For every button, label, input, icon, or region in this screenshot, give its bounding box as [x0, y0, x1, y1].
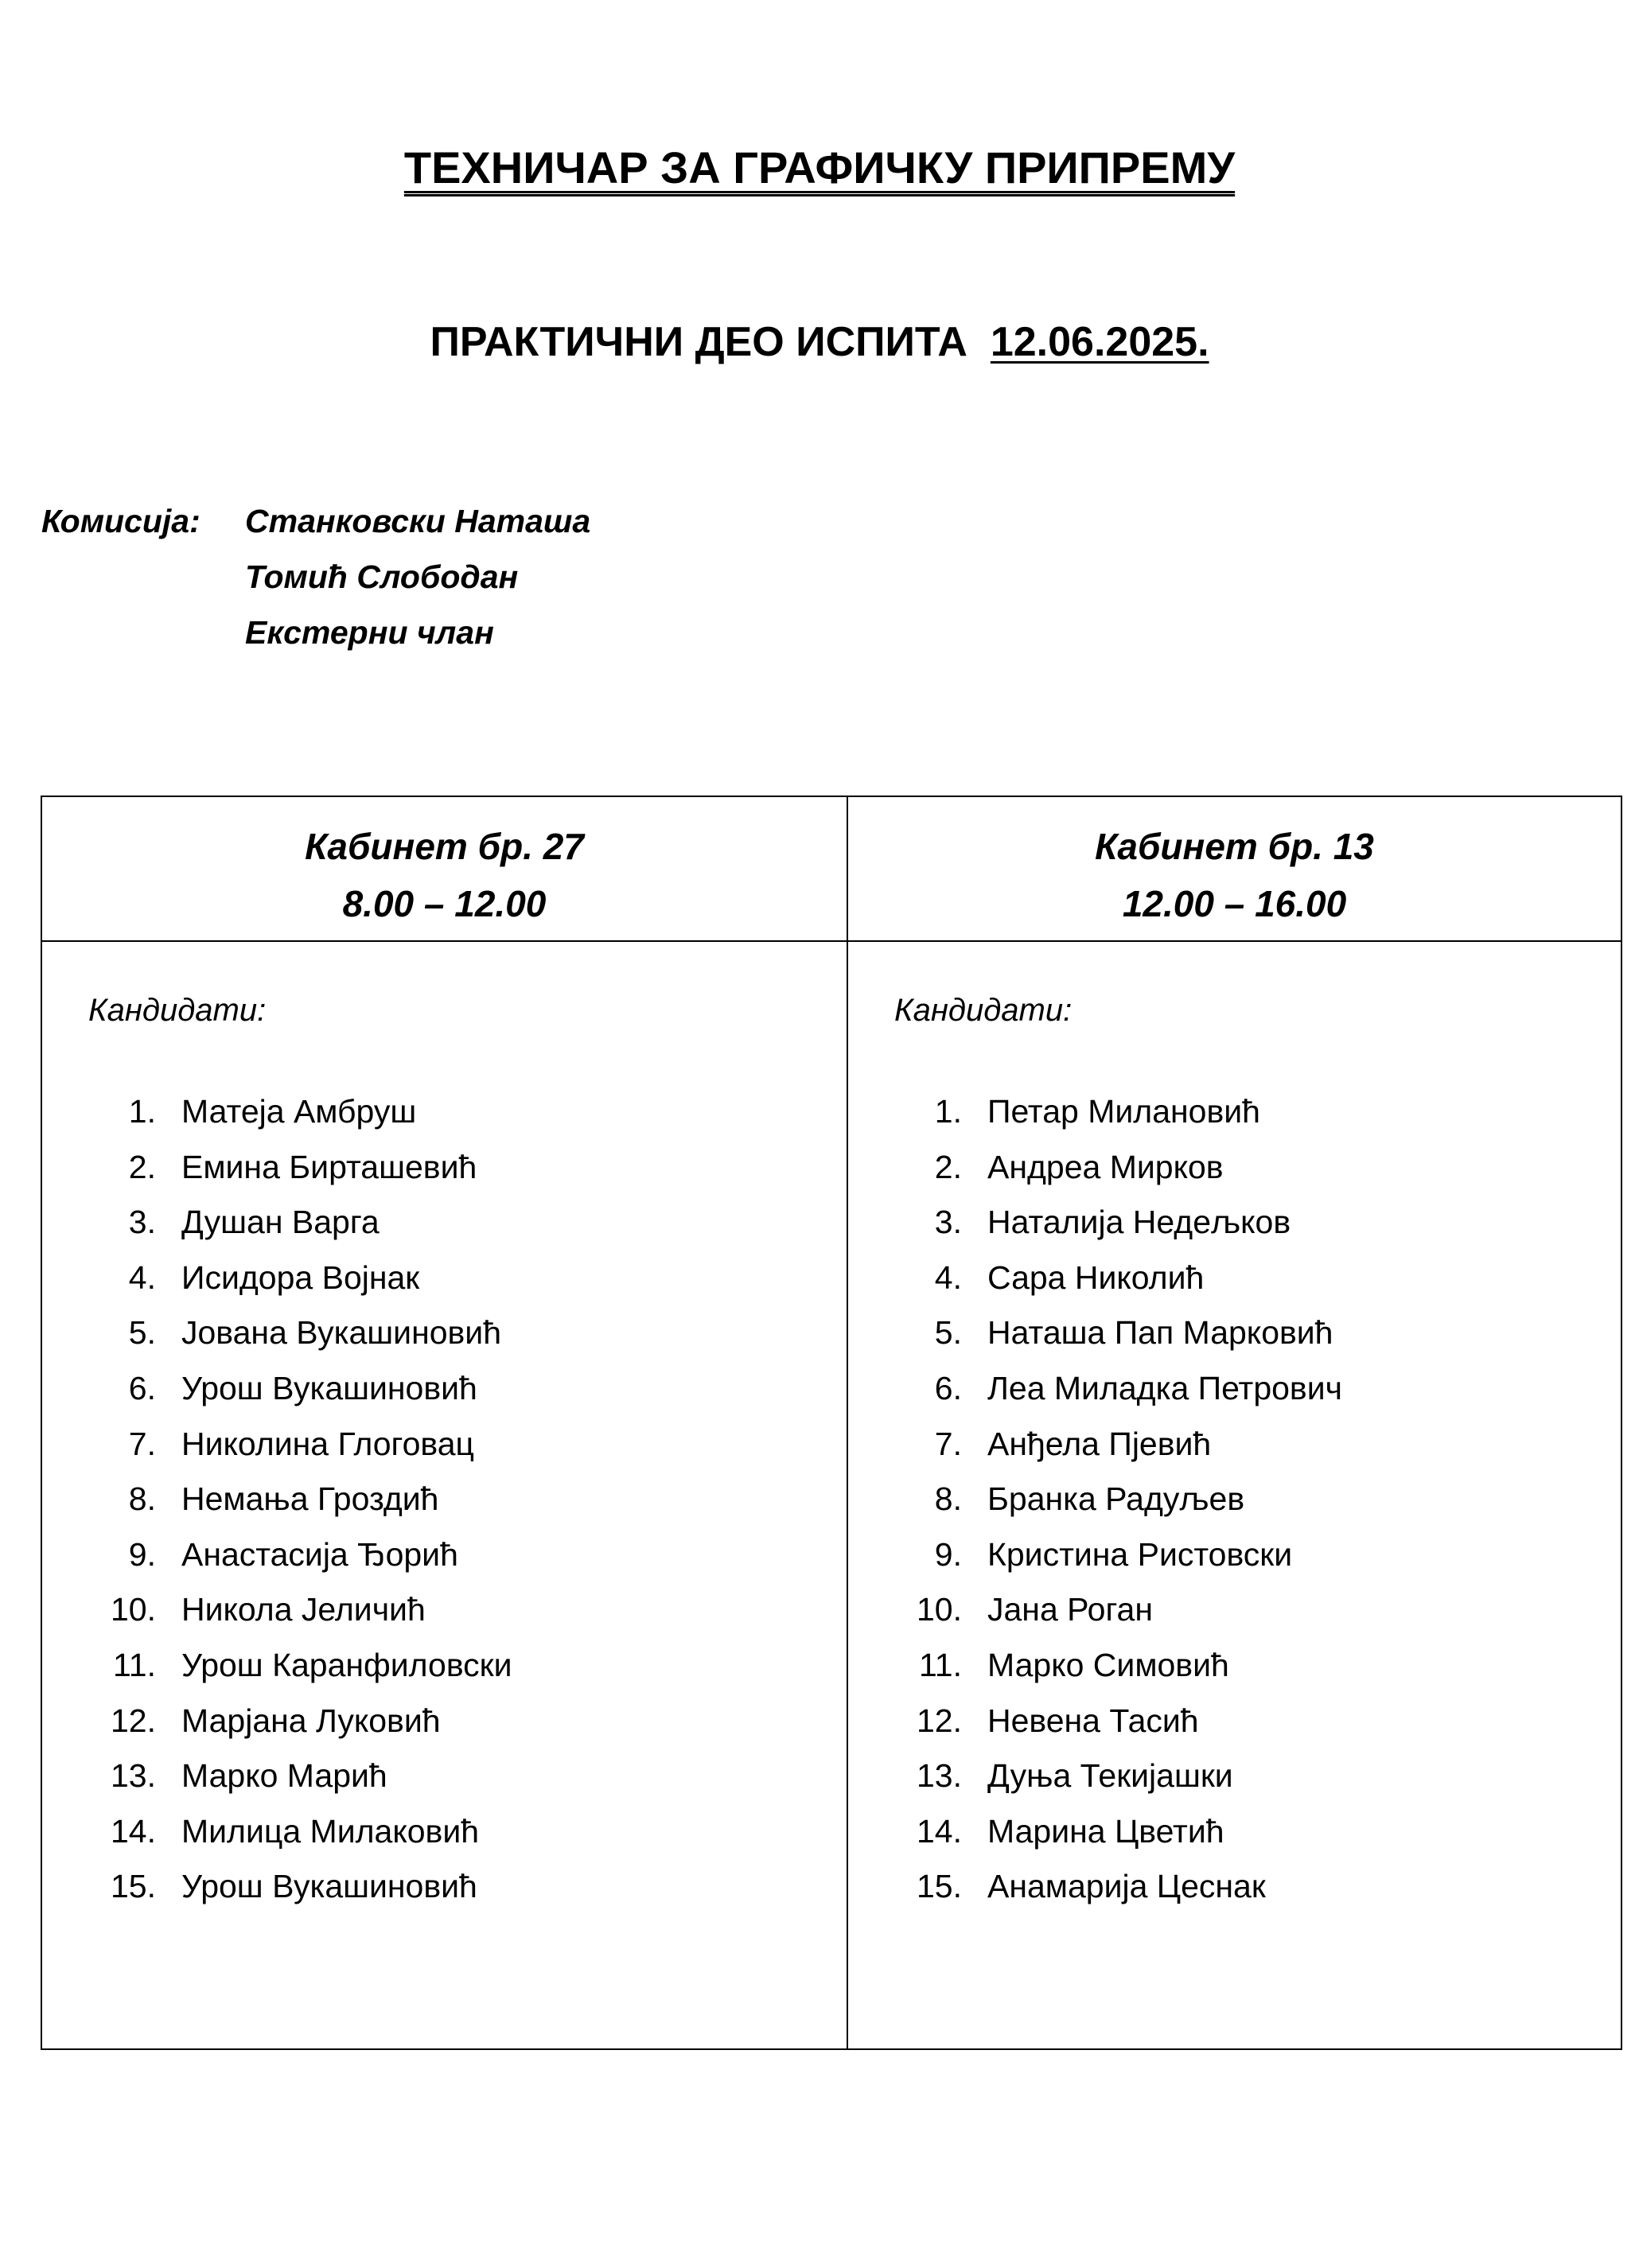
list-item: [848, 1859, 1621, 1915]
candidate-number: 1.: [128, 1093, 156, 1130]
candidates-list: [848, 1084, 1621, 1915]
list-item: [848, 1804, 1621, 1860]
candidate-number: 11.: [919, 1646, 962, 1683]
candidate-number: 15.: [917, 1868, 962, 1905]
candidate-name: Јана Роган: [987, 1591, 1153, 1628]
room-header: [41, 796, 847, 941]
candidate-number: 5.: [128, 1314, 156, 1352]
list-item: [848, 1140, 1621, 1196]
list-item: [42, 1859, 847, 1915]
candidate-number: 14.: [111, 1812, 156, 1850]
room-name: Кабинет бр. 27: [305, 826, 584, 867]
candidate-name: Наташа Пап Марковић: [987, 1314, 1333, 1352]
candidate-name: Анамарија Цеснак: [987, 1868, 1266, 1905]
exam-date: 12.06.2025.: [990, 319, 1209, 365]
candidate-name: Бранка Радуљев: [987, 1480, 1245, 1518]
room-header: [847, 796, 1621, 941]
schedule-header-row: [41, 796, 1621, 941]
room-name: Кабинет бр. 13: [1095, 826, 1374, 867]
candidate-name: Марина Цветић: [987, 1812, 1224, 1850]
list-item: [848, 1195, 1621, 1251]
candidate-number: 13.: [111, 1757, 156, 1795]
list-item: [42, 1582, 847, 1638]
list-item: [42, 1804, 847, 1860]
list-item: [848, 1638, 1621, 1694]
list-item: [848, 1361, 1621, 1417]
schedule-table: [41, 796, 1622, 2050]
candidate-number: 10.: [111, 1591, 156, 1628]
candidate-number: 9.: [934, 1535, 962, 1573]
candidate-name: Никола Јеличић: [181, 1591, 426, 1628]
candidate-name: Марко Марић: [181, 1757, 387, 1795]
commission-members: [245, 493, 590, 660]
list-item: [848, 1527, 1621, 1583]
candidate-number: 6.: [934, 1369, 962, 1406]
exam-name: ПРАКТИЧНИ ДЕО ИСПИТА: [430, 319, 967, 365]
candidate-name: Немања Гроздић: [181, 1480, 439, 1518]
candidate-name: Кристина Ристовски: [987, 1535, 1293, 1573]
candidate-name: Милица Милаковић: [181, 1812, 480, 1850]
candidate-number: 1.: [934, 1093, 962, 1130]
candidate-number: 5.: [934, 1314, 962, 1352]
candidate-number: 14.: [917, 1812, 962, 1850]
candidate-name: Леа Миладка Петрович: [987, 1369, 1342, 1406]
list-item: [42, 1084, 847, 1140]
candidate-name: Матеја Амбруш: [181, 1093, 417, 1130]
candidate-number: 15.: [111, 1868, 156, 1905]
candidate-name: Дуња Текијашки: [987, 1757, 1233, 1795]
candidate-number: 13.: [917, 1757, 962, 1795]
candidate-name: Марјана Луковић: [181, 1702, 441, 1739]
commission-label: Комисија:: [41, 503, 200, 539]
candidate-number: 10.: [917, 1591, 962, 1628]
candidate-name: Анђела Пјевић: [987, 1425, 1212, 1462]
list-item: [42, 1361, 847, 1417]
list-item: [42, 1472, 847, 1527]
candidate-number: 7.: [128, 1425, 156, 1462]
candidate-name: Невена Тасић: [987, 1702, 1199, 1739]
candidate-number: 8.: [128, 1480, 156, 1518]
list-item: [848, 1084, 1621, 1140]
list-item: [848, 1749, 1621, 1804]
list-item: [848, 1417, 1621, 1472]
candidate-number: 8.: [934, 1480, 962, 1518]
page-title: ТЕХНИЧАР ЗА ГРАФИЧКУ ПРИПРЕМУ: [403, 142, 1236, 193]
list-item: [848, 1305, 1621, 1361]
candidate-name: Андреа Мирков: [987, 1148, 1224, 1185]
list-item: [42, 1305, 847, 1361]
commission-member: Станковски Наташа: [245, 503, 591, 539]
list-item: [42, 1195, 847, 1251]
list-item: [42, 1417, 847, 1472]
room-time: 8.00 – 12.00: [342, 883, 547, 924]
commission-member: Томић Слободан: [245, 558, 519, 595]
candidates-list: [42, 1084, 847, 1915]
candidate-name: Сара Николић: [987, 1258, 1205, 1296]
list-item: [42, 1527, 847, 1583]
candidate-name: Урош Каранфиловски: [181, 1646, 512, 1683]
candidate-number: 2.: [934, 1148, 962, 1185]
candidate-name: Марко Симовић: [987, 1646, 1229, 1683]
candidate-name: Николина Глоговац: [181, 1425, 475, 1462]
candidate-number: 4.: [934, 1258, 962, 1296]
list-item: [848, 1472, 1621, 1527]
candidate-number: 2.: [128, 1148, 156, 1185]
candidate-name: Урош Вукашиновић: [181, 1369, 477, 1406]
candidate-number: 6.: [128, 1369, 156, 1406]
commission-member: Екстерни члан: [245, 614, 494, 651]
list-item: [848, 1694, 1621, 1749]
candidate-name: Емина Бирташевић: [181, 1148, 477, 1185]
candidate-number: 11.: [113, 1646, 156, 1683]
candidates-label: Кандидати:: [88, 993, 267, 1028]
list-item: [848, 1582, 1621, 1638]
candidate-name: Наталија Недељков: [987, 1204, 1291, 1241]
candidate-name: Анастасија Ђорић: [181, 1535, 458, 1573]
candidate-name: Петар Милановић: [987, 1093, 1260, 1130]
candidate-number: 12.: [111, 1702, 156, 1739]
exam-subtitle: [0, 318, 1639, 366]
list-item: [42, 1638, 847, 1694]
candidates-label: Кандидати:: [894, 993, 1073, 1028]
candidate-number: 12.: [917, 1702, 962, 1739]
list-item: [42, 1749, 847, 1804]
candidate-name: Урош Вукашиновић: [181, 1868, 477, 1905]
list-item: [848, 1251, 1621, 1306]
candidate-name: Душан Варга: [181, 1204, 380, 1241]
candidate-number: 3.: [934, 1204, 962, 1241]
candidate-number: 9.: [128, 1535, 156, 1573]
list-item: [42, 1140, 847, 1196]
candidate-number: 4.: [128, 1258, 156, 1296]
list-item: [42, 1251, 847, 1306]
list-item: [42, 1694, 847, 1749]
candidate-number: 3.: [128, 1204, 156, 1241]
candidate-number: 7.: [934, 1425, 962, 1462]
schedule-body-row: [41, 941, 1621, 2049]
candidate-name: Јована Вукашиновић: [181, 1314, 502, 1352]
candidate-name: Исидора Војнак: [181, 1258, 420, 1296]
room-candidates-cell: [847, 941, 1621, 2049]
room-candidates-cell: [41, 941, 847, 2049]
room-time: 12.00 – 16.00: [1122, 883, 1347, 924]
